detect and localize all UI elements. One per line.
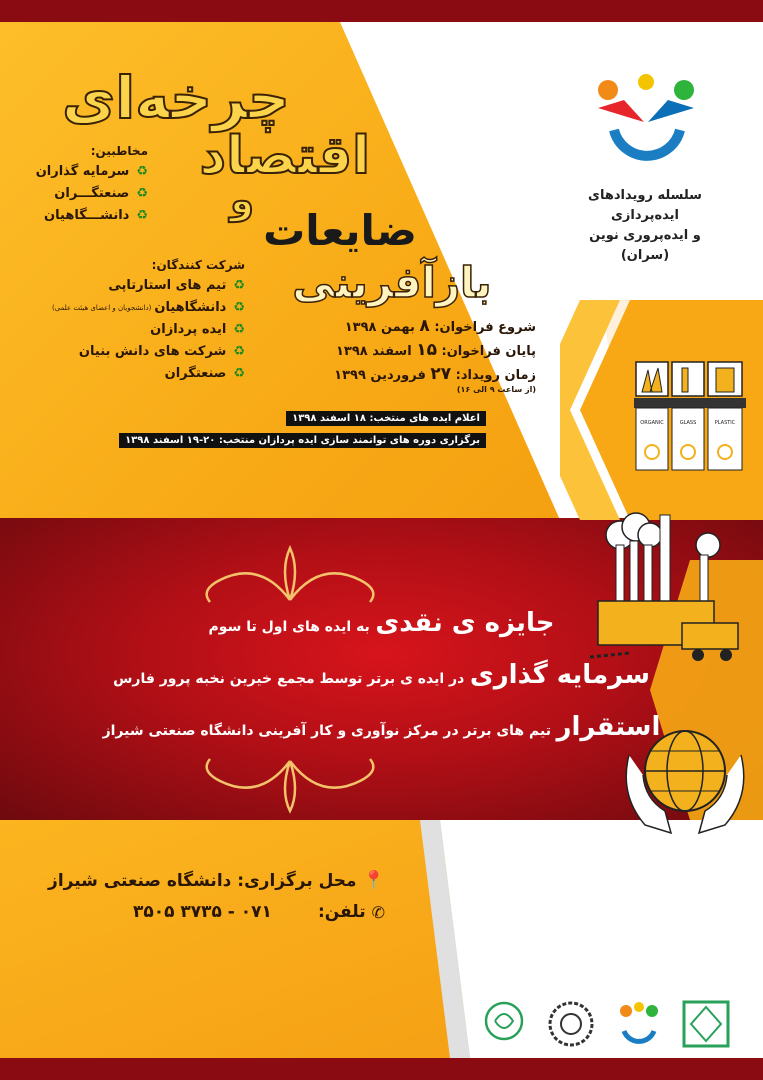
start-date: شروع فراخوان: ۸ بهمن ۱۳۹۸ [344,316,536,336]
saran-logo-icon [594,74,698,174]
audience-heading: مخاطبین: [90,144,148,158]
recycle-bullet-icon: ♻ [136,208,148,223]
event-hours: (از ساعت ۹ الی ۱۶) [456,385,536,394]
participant-item: ♻ دانشگاهیان (دانشجویان و اعضای هیئت علمی) [52,300,245,315]
participant-item: ♻ شرکت های دانش بنیان [78,344,245,359]
title-word-waste: ضایعات [263,206,417,255]
bin-label: ORGANIC [640,420,664,426]
participant-item: ♻ ایده پردازان [150,322,245,337]
title-word-economy: اقتصاد [199,126,370,186]
recycle-bullet-icon: ♻ [233,278,245,293]
venue-line [48,870,385,891]
venue-location: محل برگزاری: دانشگاه صنعتی شیراز [48,870,357,891]
announce-bar: اعلام ایده های منتخب: ۱۸ اسفند ۱۳۹۸ [286,411,486,426]
participants-heading: شرکت کنندگان: [151,258,245,272]
participants-section [40,258,245,381]
location-pin-icon: 📍 [362,870,385,891]
recycle-bullet-icon: ♻ [233,322,245,337]
prize-line-cash: جایزه ی نقدی به ایده های اول تا سوم [208,608,555,638]
recycle-bullet-icon: ♻ [233,344,245,359]
audience-section [20,144,148,223]
university-logo-icon [546,999,596,1049]
audience-item: ♻ سرمایه گذاران [35,164,148,179]
dates-section [296,316,536,394]
bin-label: GLASS [679,420,697,426]
recycle-bins-icon [632,360,748,472]
phone-number: ۰۷۱ - ۳۷۳۵ ۳۵۰۵ [132,902,272,922]
saran-small-logo-icon [614,999,664,1049]
participant-item: ♻ تیم های استارتاپی [108,278,245,293]
title-word-and: و [230,178,254,222]
title-word-cycle: چرخه‌ای [62,64,290,132]
participant-item: ♻ صنعتگران [164,366,245,381]
organizer-line2: و ایده‌پروری نوین [589,228,701,243]
title-word-regeneration: بازآفرینی [292,258,492,307]
phone-line [133,902,385,922]
phone-icon: ✆ [371,902,385,922]
top-strip [0,0,763,22]
factory-icon [590,505,755,665]
top-ornament [180,540,400,610]
recycle-bullet-icon: ♻ [233,300,245,315]
organizer-line3: (سران) [620,248,670,263]
sponsor-logos [470,996,740,1052]
participant-note: (دانشجویان و اعضای هیئت علمی) [52,303,152,312]
elite-foundation-logo-icon [479,999,529,1049]
recycle-bullet-icon: ♻ [233,366,245,381]
recycle-bullet-icon: ♻ [136,186,148,201]
workshop-bar: برگزاری دوره های توانمند سازی ایده پردازان منتخب: ۲۰-۱۹ اسفند ۱۳۹۸ [119,433,486,448]
audience-item: ♻ دانشـــگاهیان [44,208,148,223]
prize-line-investment: سرمایه گذاری در ایده ی برتر توسط مجمع خیرین نخبه پرور فارس [113,660,650,690]
audience-item: ♻ صنعتگـــران [54,186,148,201]
recycle-bullet-icon: ♻ [136,164,148,179]
prize-line-incubation: استقرار تیم های برتر در مرکز نوآوری و کار آفرینی دانشگاه صنعتی شیراز [102,712,661,742]
bottom-ornament [180,755,400,815]
event-date: زمان رویداد: ۲۷ فروردین ۱۳۹۹ [334,364,536,384]
phone-label: تلفن: [317,902,366,922]
bottom-strip [0,1058,763,1080]
bin-label: PLASTIC [714,420,736,426]
sponsor-logo-icon [681,999,731,1049]
organizer-line1: سلسله رویدادهای ایده‌پردازی [588,188,702,223]
end-date: پایان فراخوان: ۱۵ اسفند ۱۳۹۸ [335,340,536,360]
